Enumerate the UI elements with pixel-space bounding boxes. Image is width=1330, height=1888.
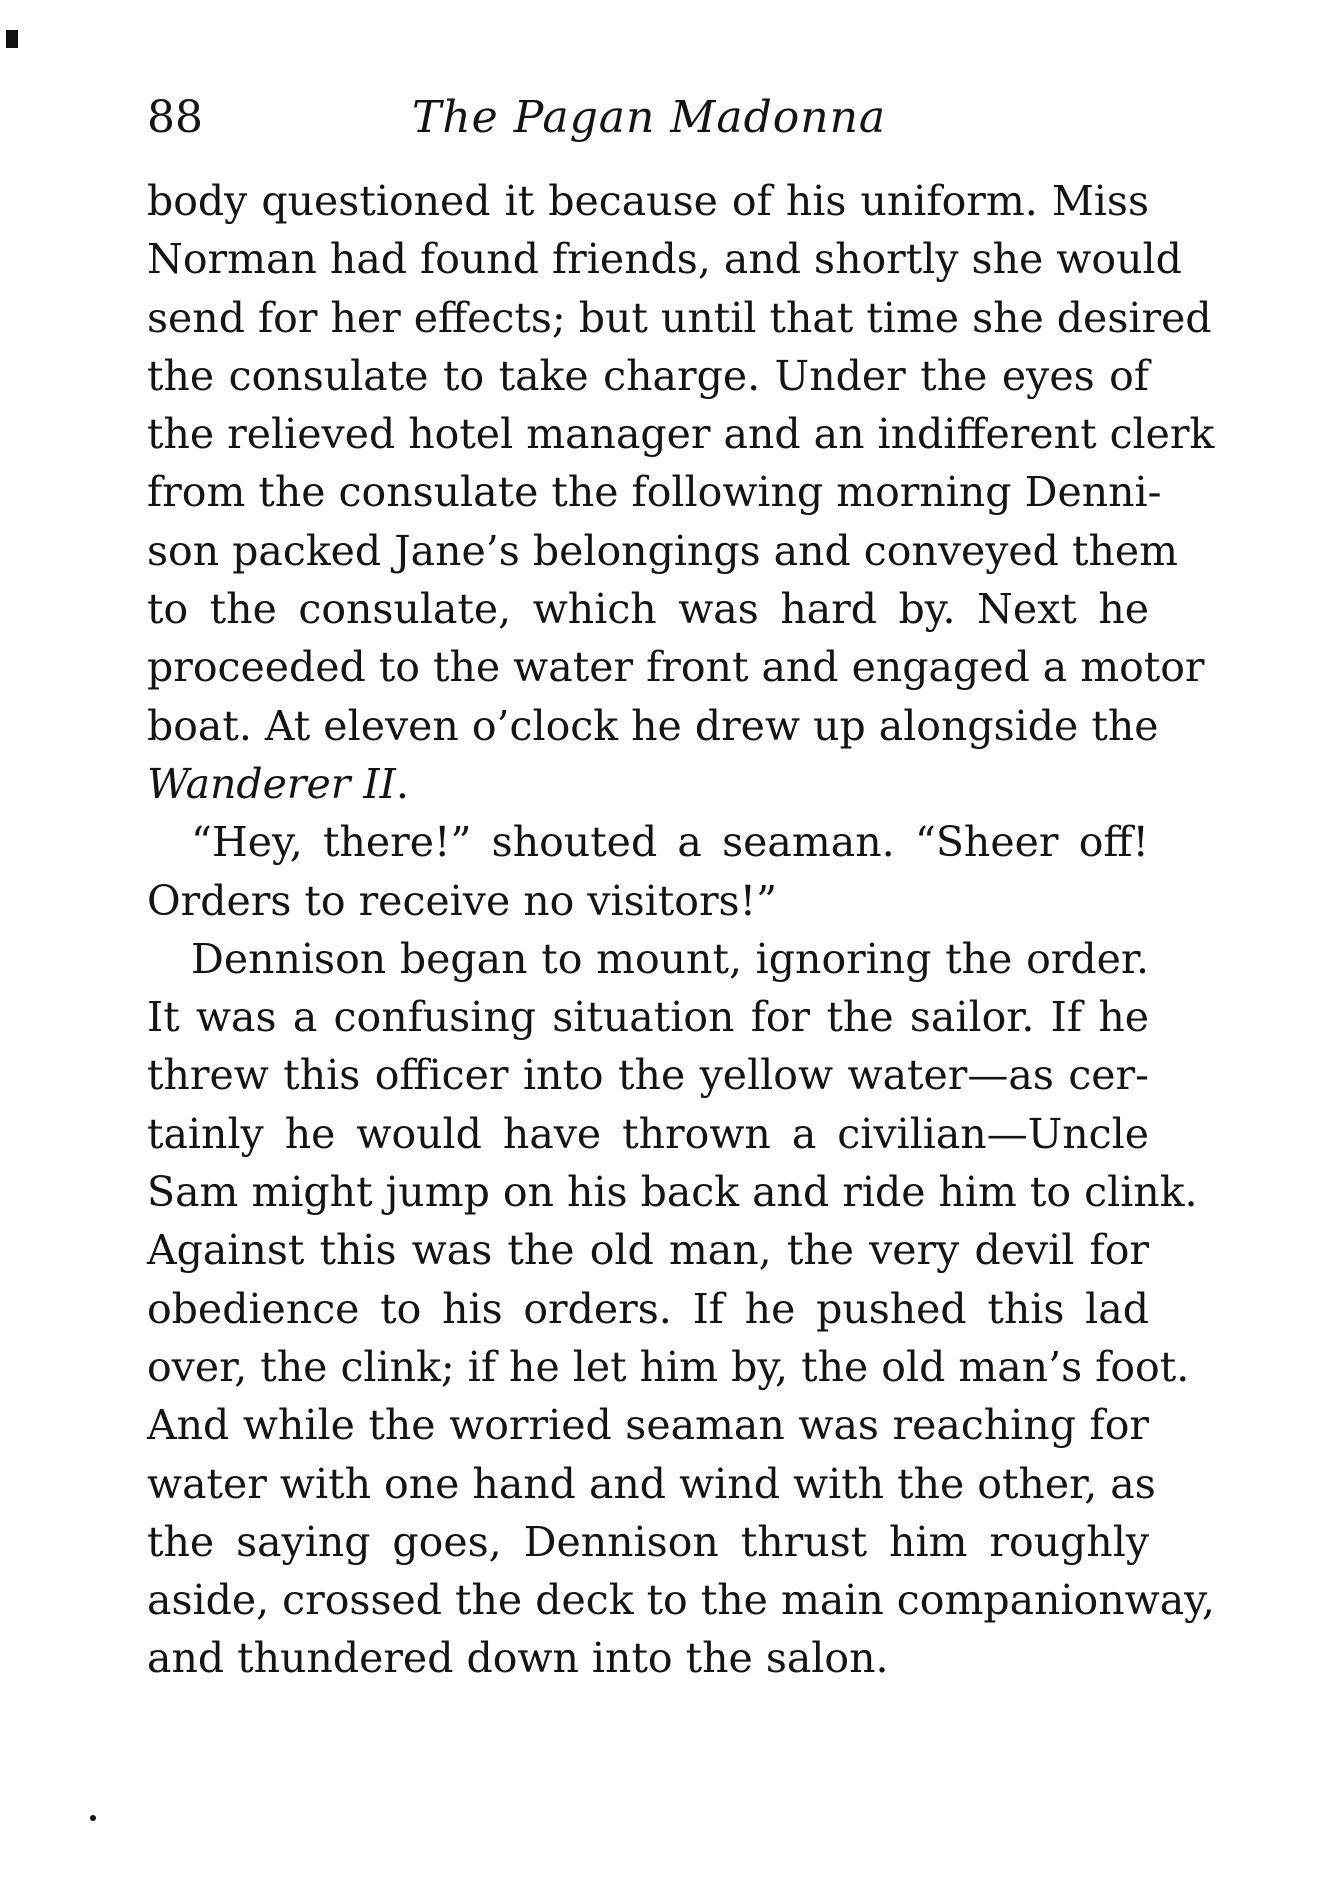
text-line: It was a confusing situation for the sailor. If he	[147, 993, 1149, 1042]
ship-name: Wanderer II	[147, 759, 396, 808]
text-line: the relieved hotel manager and an indifferent clerk	[147, 410, 1215, 459]
text-line: And while the worried seaman was reaching for	[147, 1401, 1149, 1450]
body-text	[147, 172, 1215, 1688]
page-header	[147, 88, 1149, 148]
text-line: Sam might jump on his back and ride him to clink.	[147, 1168, 1198, 1217]
text-line: Orders to receive no visitors!”	[147, 876, 778, 925]
paragraph	[147, 172, 1215, 813]
text-line	[147, 755, 1149, 813]
text-line: the saying goes, Dennison thrust him roughly	[147, 1517, 1149, 1566]
punctuation: .	[395, 759, 409, 808]
scan-speck	[6, 30, 18, 48]
page-number: 88	[147, 92, 203, 143]
text-line: “Hey, there!” shouted a seaman. “Sheer off!	[191, 818, 1149, 867]
text-line: threw this officer into the yellow water—as cer-	[147, 1051, 1149, 1100]
text-line: over, the clink; if he let him by, the old man’s foot.	[147, 1342, 1190, 1391]
text-line: Norman had found friends, and shortly she would	[147, 235, 1182, 284]
scan-speck	[90, 1815, 96, 1821]
text-line: Dennison began to mount, ignoring the order.	[191, 934, 1149, 983]
text-line: son packed Jane’s belongings and conveyed them	[147, 526, 1178, 575]
text-line: proceeded to the water front and engaged a motor	[147, 643, 1205, 692]
running-title: The Pagan Madonna	[412, 92, 887, 143]
text-line: to the consulate, which was hard by. Next he	[147, 585, 1149, 634]
text-line: water with one hand and wind with the other, as	[147, 1459, 1156, 1508]
text-line: boat. At eleven o’clock he drew up alongside the	[147, 701, 1159, 750]
text-line: tainly he would have thrown a civilian—Uncle	[147, 1109, 1149, 1158]
text-line: aside, crossed the deck to the main companionway,	[147, 1576, 1215, 1625]
text-line: send for her effects; but until that time she desired	[147, 293, 1212, 342]
text-line: Against this was the old man, the very devil for	[147, 1226, 1149, 1275]
text-line: from the consulate the following morning Denni-	[147, 468, 1162, 517]
paragraph	[147, 813, 1149, 930]
paragraph	[147, 930, 1215, 1688]
text-line: obedience to his orders. If he pushed this lad	[147, 1284, 1149, 1333]
text-line: the consulate to take charge. Under the eyes of	[147, 351, 1149, 400]
text-line: and thundered down into the salon.	[147, 1634, 889, 1683]
text-line: body questioned it because of his uniform. Miss	[147, 177, 1149, 225]
